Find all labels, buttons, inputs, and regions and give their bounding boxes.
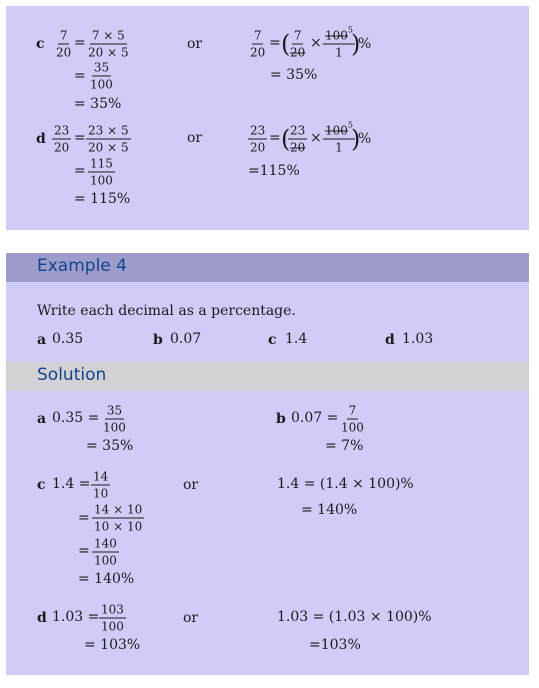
fraction-140-100: $\frac{140}{100}$	[94, 536, 117, 568]
solution-d-result: = 103%	[84, 637, 141, 653]
or-label: or	[187, 130, 203, 146]
fraction-100-1-cancelled: $\frac{100^5}{1}$	[325, 120, 353, 155]
equals-sign: =	[74, 35, 86, 51]
solution-d-alt: 1.03 = (1.03 × 100)%	[277, 609, 432, 625]
item-a-value: 0.35	[52, 331, 84, 347]
solution-c-alt-result: = 140%	[301, 502, 358, 518]
fraction-7x5-20x5: $\frac{7 \times 5}{20 \times 5}$	[88, 28, 129, 60]
right-paren: )	[351, 30, 361, 58]
item-a-label: a	[37, 332, 47, 348]
result-35-percent: = 35%	[74, 96, 122, 112]
times-sign: ×	[310, 130, 322, 146]
times-sign: ×	[310, 35, 322, 51]
equals-sign: =	[78, 543, 90, 559]
left-paren: (	[281, 125, 291, 153]
equals-sign: =	[74, 68, 86, 84]
fraction-23x5-20x5: $\frac{23 \times 5}{20 \times 5}$	[88, 123, 129, 155]
item-b-value: 0.07	[170, 331, 202, 347]
fraction-35-100: $\frac{35}{100}$	[103, 403, 126, 435]
fraction-23-20-alt: $\frac{23}{20}$	[250, 123, 266, 155]
solution-a-lhs: 0.35 =	[52, 410, 100, 426]
solution-c-alt: 1.4 = (1.4 × 100)%	[277, 476, 414, 492]
solution-d-label: d	[37, 610, 47, 626]
right-paren: )	[351, 125, 361, 153]
solution-c-lhs: 1.4 =	[52, 476, 91, 492]
equals-sign: =	[269, 35, 281, 51]
example-instruction: Write each decimal as a percentage.	[37, 303, 296, 319]
equals-sign: =	[74, 130, 86, 146]
solution-b-lhs: 0.07 =	[291, 410, 339, 426]
fraction-7-20-alt: $\frac{7}{20}$	[250, 28, 266, 60]
item-c-label: c	[268, 332, 277, 348]
fraction-35-100: $\frac{35}{100}$	[90, 60, 113, 92]
result-115-percent: = 115%	[74, 191, 131, 207]
equals-sign: =	[78, 510, 90, 526]
fraction-23-20-cancelled: $\frac{23}{20}$	[290, 123, 306, 155]
solution-b-label: b	[276, 411, 286, 427]
item-d-label: d	[385, 332, 395, 348]
percent-sign: %	[358, 36, 372, 52]
item-c-value: 1.4	[285, 331, 308, 347]
fraction-14x10-10x10: $\frac{14 \times 10}{10 \times 10}$	[94, 502, 143, 534]
solution-d-lhs: 1.03 =	[52, 609, 100, 625]
alt-result-35-percent: = 35%	[270, 67, 318, 83]
fraction-103-100: $\frac{103}{100}$	[101, 602, 124, 634]
item-b-label: b	[153, 332, 163, 348]
equals-sign: =	[269, 130, 281, 146]
solution-a-result: = 35%	[86, 438, 134, 454]
solution-c-result: = 140%	[78, 571, 135, 587]
solution-a-label: a	[37, 411, 47, 427]
solution-d-alt-result: =103%	[309, 637, 361, 653]
solution-b-result: = 7%	[325, 438, 364, 454]
fraction-23-20: $\frac{23}{20}$	[54, 123, 70, 155]
percent-sign: %	[358, 131, 372, 147]
left-paren: (	[281, 30, 291, 58]
example-header-bar	[6, 253, 529, 282]
fraction-7-20: $\frac{7}{20}$	[56, 28, 72, 60]
or-label: or	[183, 477, 199, 493]
item-d-value: 1.03	[402, 331, 434, 347]
fraction-100-1-cancelled: $\frac{100^5}{1}$	[325, 25, 353, 60]
fraction-14-10: $\frac{14}{10}$	[93, 469, 109, 501]
fraction-115-100: $\frac{115}{100}$	[90, 156, 113, 188]
example-title: Example 4	[37, 256, 127, 276]
part-c-label: c	[36, 36, 45, 52]
solution-title: Solution	[37, 365, 107, 385]
alt-result-115-percent: =115%	[248, 163, 300, 179]
part-d-label: d	[36, 131, 46, 147]
fraction-7-20-cancelled: $\frac{7}{20}$	[290, 28, 306, 60]
equals-sign: =	[74, 163, 86, 179]
or-label: or	[187, 36, 203, 52]
or-label: or	[183, 610, 199, 626]
fraction-7-100: $\frac{7}{100}$	[341, 403, 364, 435]
solution-header-bar	[6, 362, 529, 391]
solution-c-label: c	[37, 477, 46, 493]
